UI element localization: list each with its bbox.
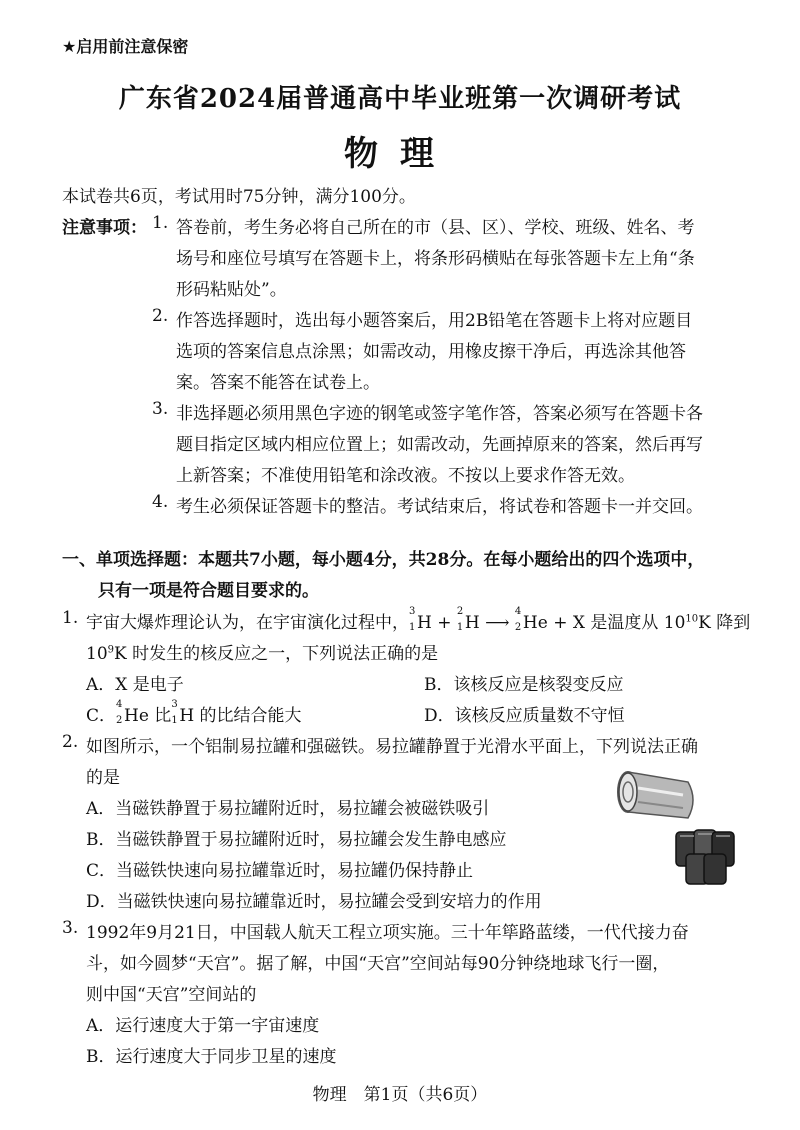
option-a: A．X 是电子 [86,675,184,695]
question-2-stem-cont: 的是 [86,768,120,788]
confidential-mark: ★启用前注意保密 [62,37,189,56]
question-3-stem-cont: 则中国“天宫”空间站的 [86,985,257,1005]
note-1-line: 答卷前，考生务必将自己所在的市（县、区）、学校、班级、姓名、考 [176,218,695,238]
question-2-stem: 如图所示，一个铝制易拉罐和强磁铁。易拉罐静置于光滑水平面上，下列说法正确 [86,737,698,757]
option-c: C．当磁铁快速向易拉罐靠近时，易拉罐仍保持静止 [86,861,474,881]
note-2-num: 2. [152,306,169,326]
page-footer: 物理 第1页（共6页） [312,1085,488,1105]
option-b: B．运行速度大于同步卫星的速度 [86,1047,337,1067]
question-3-stem-cont: 斗，如今圆梦“天宫”。据了解，中国“天宫”空间站每90分钟绕地球飞行一圈， [86,954,670,974]
note-1-line: 形码粘贴处”。 [176,280,287,300]
magnet-stack-icon [676,830,734,884]
exam-intro: 本试卷共6页，考试用时75分钟，满分100分。 [62,187,416,207]
option-a: A．运行速度大于第一宇宙速度 [86,1016,320,1036]
exam-title: 广东省2024届普通高中毕业班第一次调研考试 [118,84,682,114]
option-b: B．该核反应是核裂变反应 [424,675,624,695]
note-1-num: 1. [152,213,169,233]
nuclide-tritium: 3 1 H [409,606,432,633]
nuclide-deuterium: 2 1 H [456,606,480,633]
notes-label: 注意事项： [62,218,147,238]
note-3-line: 题目指定区域内相应位置上；如需改动，先画掉原来的答案，然后再写 [176,435,703,455]
question-3-number: 3. [62,918,79,938]
option-d: D．当磁铁快速向易拉罐靠近时，易拉罐会受到安培力的作用 [86,892,542,912]
note-2-line: 选项的答案信息点涂黑；如需改动，用橡皮擦干净后，再选涂其他答 [176,342,686,362]
question-1-stem-cont: $10^9K$ 时发生的核反应之一，下列说法正确的是 [86,644,439,664]
note-2-line: 案。答案不能答在试卷上。 [176,373,380,393]
question-1-number: 1. [62,608,79,628]
question-3-stem: 1992年9月21日，中国载人航天工程立项实施。三十年筚路蓝缕，一代代接力奋 [86,923,689,943]
note-3-num: 3. [152,399,169,419]
note-4-num: 4. [152,492,169,512]
note-4-line: 考生必须保证答题卡的整洁。考试结束后，将试卷和答题卡一并交回。 [176,497,703,517]
question-2-number: 2. [62,732,79,752]
note-3-line: 非选择题必须用黑色字迹的钢笔或签字笔作答，答案必须写在答题卡各 [176,404,703,424]
can-and-magnet-figure [598,770,743,890]
note-2-line: 作答选择题时，选出每小题答案后，用2B铅笔在答题卡上将对应题目 [176,311,693,331]
aluminum-can-icon [618,772,693,818]
option-c: C． 4 2 He 比 3 1 H 的比结合能大 [86,699,302,726]
section-1-heading: 一、单项选择题：本题共7小题，每小题4分，共28分。在每小题给出的四个选项中， [62,550,705,570]
option-a: A．当磁铁静置于易拉罐附近时，易拉罐会被磁铁吸引 [86,799,490,819]
option-d: D．该核反应质量数不守恒 [424,706,625,726]
note-1-line: 场号和座位号填写在答题卡上，将条形码横贴在每张答题卡左上角“条 [176,249,695,269]
question-1-stem: 宇宙大爆炸理论认为，在宇宙演化过程中， 3 1 H + 2 1 H ⟶ 4 2 He + X 是温度从 $10^{10}K$ 降到 [86,606,751,633]
option-b: B．当磁铁静置于易拉罐附近时，易拉罐会发生静电感应 [86,830,507,850]
subject-title: 物理 [344,134,456,174]
section-1-heading-cont: 只有一项是符合题目要求的。 [98,581,319,601]
note-3-line: 上新答案；不准使用铅笔和涂改液。不按以上要求作答无效。 [176,466,635,486]
nuclide-helium: 4 2 He [514,606,548,633]
